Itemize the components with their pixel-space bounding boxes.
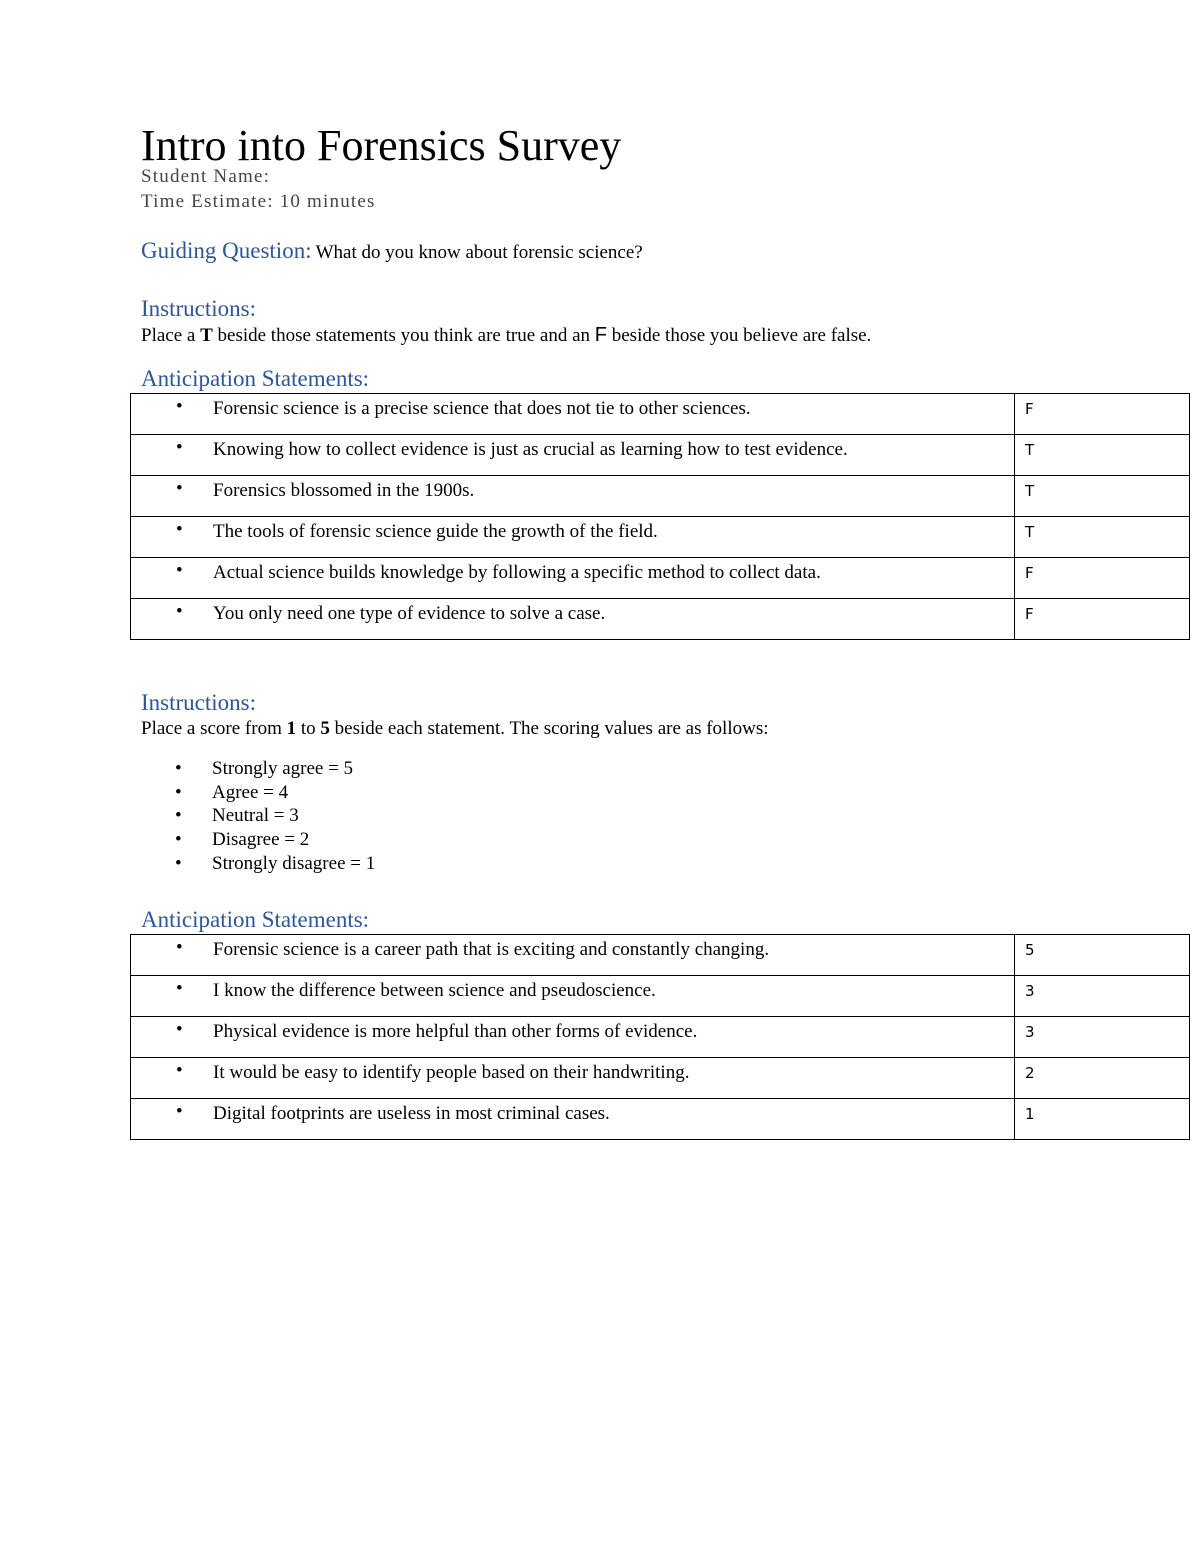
- score-min: 1: [286, 718, 297, 739]
- table-row: [131, 476, 1190, 517]
- table-row: [131, 558, 1190, 599]
- table-row: [131, 394, 1190, 435]
- statement-cell: [131, 935, 1015, 976]
- statement-text: Forensics blossomed in the 1900s.: [213, 480, 475, 501]
- statement-item: [131, 935, 1014, 961]
- bullet-icon: •: [176, 560, 183, 581]
- anticipation-heading-1: Anticipation Statements:: [141, 366, 370, 391]
- table-row: [131, 1058, 1190, 1099]
- statement-item: [131, 1017, 1014, 1043]
- answer-cell[interactable]: [1015, 558, 1190, 599]
- bullet-icon: •: [176, 937, 183, 958]
- scale-item-label: Strongly disagree = 1: [212, 852, 376, 874]
- scale-item: [141, 852, 375, 876]
- statement-item: [131, 1058, 1014, 1084]
- time-estimate: Time Estimate: 10 minutes: [141, 191, 376, 212]
- guiding-question: [141, 238, 643, 264]
- table-row: [131, 1099, 1190, 1140]
- table-row: [131, 976, 1190, 1017]
- bullet-icon: •: [176, 519, 183, 540]
- instructions-2-part: beside each statement. The scoring values are as follows:: [329, 718, 769, 739]
- answer-cell[interactable]: [1015, 935, 1190, 976]
- scale-item: [141, 804, 375, 828]
- bullet-icon: •: [176, 396, 183, 417]
- statement-item: [131, 976, 1014, 1002]
- statement-cell: [131, 517, 1015, 558]
- answer-value: F: [1025, 564, 1034, 582]
- instructions-1-part: beside those you believe are false.: [607, 325, 872, 346]
- table-row: [131, 517, 1190, 558]
- bullet-icon: •: [176, 1101, 183, 1122]
- answer-value: T: [1025, 482, 1035, 500]
- statement-cell: [131, 558, 1015, 599]
- bullet-icon: •: [175, 852, 182, 874]
- statement-text: Actual science builds knowledge by following a specific method to collect data.: [213, 562, 821, 583]
- bullet-icon: •: [176, 1019, 183, 1040]
- bullet-icon: •: [176, 437, 183, 458]
- table-row: [131, 1017, 1190, 1058]
- statement-cell: [131, 1099, 1015, 1140]
- bullet-icon: •: [176, 978, 183, 999]
- answer-value: 2: [1025, 1064, 1035, 1082]
- statement-item: [131, 394, 1014, 420]
- answer-cell[interactable]: [1015, 599, 1190, 640]
- statement-cell: [131, 394, 1015, 435]
- answer-cell[interactable]: [1015, 1017, 1190, 1058]
- answer-value: 1: [1025, 1105, 1035, 1123]
- scale-item-label: Disagree = 2: [212, 829, 310, 851]
- statement-cell: [131, 1058, 1015, 1099]
- statement-text: Forensic science is a career path that is exciting and constantly changing.: [213, 939, 770, 960]
- statement-item: [131, 517, 1014, 543]
- bullet-icon: •: [175, 805, 182, 827]
- instructions-heading-1: Instructions:: [141, 296, 256, 321]
- statement-text: I know the difference between science and pseudoscience.: [213, 980, 656, 1001]
- instructions-heading-2: Instructions:: [141, 690, 256, 715]
- answer-cell[interactable]: [1015, 976, 1190, 1017]
- false-letter: F: [594, 324, 607, 346]
- true-false-table: [130, 393, 1190, 640]
- statement-cell: [131, 1017, 1015, 1058]
- statement-item: [131, 558, 1014, 584]
- statement-text: The tools of forensic science guide the growth of the field.: [213, 521, 658, 542]
- statement-text: Forensic science is a precise science that does not tie to other sciences.: [213, 398, 751, 419]
- bullet-icon: •: [176, 1060, 183, 1081]
- statement-item: [131, 599, 1014, 625]
- student-name-label: Student Name:: [141, 166, 271, 187]
- scale-item: [141, 828, 375, 852]
- statement-item: [131, 1099, 1014, 1125]
- instructions-2-part: to: [296, 718, 321, 739]
- answer-cell[interactable]: [1015, 394, 1190, 435]
- instructions-text-2: [141, 718, 769, 740]
- guiding-question-text: What do you know about forensic science?: [315, 242, 643, 263]
- scoring-scale-list: [141, 757, 375, 876]
- instructions-1-part: Place a: [141, 325, 201, 346]
- statement-text: Physical evidence is more helpful than other forms of evidence.: [213, 1021, 698, 1042]
- statement-cell: [131, 476, 1015, 517]
- statement-item: [131, 476, 1014, 502]
- statement-text: It would be easy to identify people based on their handwriting.: [213, 1062, 690, 1083]
- answer-value: 3: [1025, 1023, 1035, 1041]
- bullet-icon: •: [176, 601, 183, 622]
- answer-value: 5: [1025, 941, 1035, 959]
- score-table: [130, 934, 1190, 1140]
- table-row: [131, 599, 1190, 640]
- scale-item-label: Strongly agree = 5: [212, 758, 354, 779]
- instructions-text-1: [141, 324, 871, 347]
- bullet-icon: •: [175, 781, 182, 803]
- instructions-1-part: beside those statements you think are true and an: [212, 325, 595, 346]
- scale-item: [141, 757, 375, 781]
- answer-value: 3: [1025, 982, 1035, 1000]
- answer-value: T: [1025, 441, 1035, 459]
- table-row: [131, 435, 1190, 476]
- answer-cell[interactable]: [1015, 1099, 1190, 1140]
- answer-value: F: [1025, 400, 1034, 418]
- answer-cell[interactable]: [1015, 476, 1190, 517]
- answer-cell[interactable]: [1015, 435, 1190, 476]
- true-letter: T: [200, 325, 213, 346]
- statement-item: [131, 435, 1014, 461]
- bullet-icon: •: [176, 478, 183, 499]
- scale-item: [141, 781, 375, 805]
- score-max: 5: [320, 718, 330, 739]
- answer-value: F: [1025, 605, 1034, 623]
- answer-cell[interactable]: [1015, 1058, 1190, 1099]
- statement-cell: [131, 976, 1015, 1017]
- statement-text: Knowing how to collect evidence is just as crucial as learning how to test evidence.: [213, 439, 848, 460]
- table-row: [131, 935, 1190, 976]
- scale-item-label: Neutral = 3: [212, 805, 299, 827]
- answer-value: T: [1025, 523, 1035, 541]
- scale-item-label: Agree = 4: [212, 781, 289, 803]
- bullet-icon: •: [175, 758, 182, 779]
- guiding-question-label: Guiding Question:: [141, 238, 312, 263]
- page-title: Intro into Forensics Survey: [141, 121, 622, 170]
- anticipation-heading-2: Anticipation Statements:: [141, 907, 370, 932]
- statement-text: You only need one type of evidence to solve a case.: [213, 603, 606, 624]
- answer-cell[interactable]: [1015, 517, 1190, 558]
- statement-cell: [131, 599, 1015, 640]
- bullet-icon: •: [175, 829, 182, 851]
- statement-cell: [131, 435, 1015, 476]
- statement-text: Digital footprints are useless in most criminal cases.: [213, 1103, 610, 1124]
- instructions-2-part: Place a score from: [141, 718, 287, 739]
